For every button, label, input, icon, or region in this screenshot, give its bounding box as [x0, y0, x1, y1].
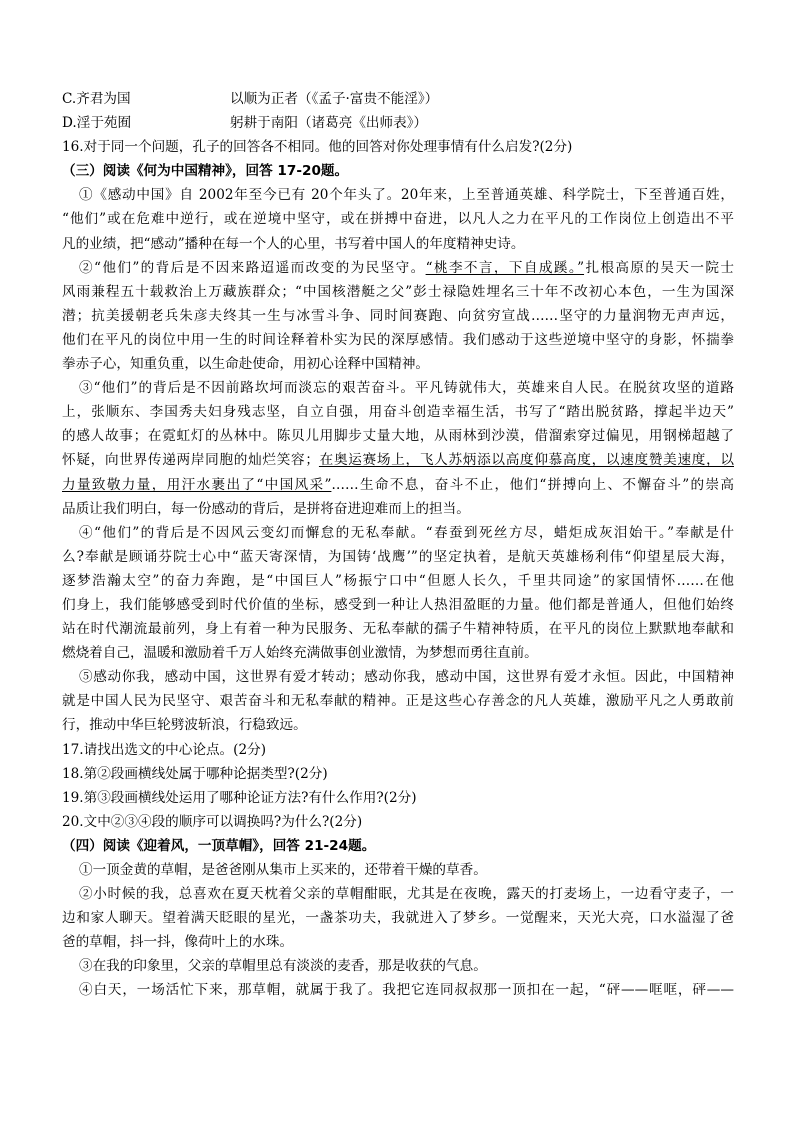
text-line: ④“他们”的背后是不因风云变幻而懈怠的无私奉献。“春蚕到死丝方尽，蜡炬成灰泪始干。”奉献是什: [79, 524, 734, 541]
text-line: ②小时候的我，总喜欢在夏天枕着父亲的草帽酣眠，尤其是在夜晚，露天的打麦场上，一边看守麦子，一: [79, 886, 734, 903]
question-16: 16.对于同一个问题，孔子的回答各不相同。他的回答对你处理事情有什么启发?(2分): [62, 139, 573, 156]
text-line: 站在时代潮流最前列，身上有着一种为民服务、无私奉献的孺子牛精神特质，在平凡的岗位上默默地奉献和: [62, 621, 734, 638]
text-span: 扎根高原的吴天一院士: [584, 259, 734, 276]
text-line: ③“他们”的背后是不因前路坎坷而淡忘的艰苦奋斗。平凡铸就伟大，英雄来自人民。在脱贫攻坚的道路: [79, 380, 734, 397]
text-line: 逐梦浩瀚太空”的奋力奔跑，是“中国巨人”杨振宁口中“但愿人长久，千里共同途”的家国情怀……在他: [62, 572, 734, 589]
option-text: 以顺为正者（《孟子·富贵不能淫》）: [230, 91, 439, 107]
question-19: 19.第③段画横线处运用了哪种论证方法?有什么作用?(2分): [62, 789, 417, 806]
option-label: D.淫于苑囿: [62, 115, 132, 132]
option-d: [62, 111, 734, 135]
text-line: [62, 448, 734, 472]
text-line: 么?奉献是顾诵芬院士心中“蓝天寄深情，为国铸‘战鹰’”的坚定执着，是航天英雄杨利伟“仰望星辰大海，: [62, 548, 734, 565]
paragraph-4: [62, 521, 734, 666]
text-line: “他们”或在危难中逆行，或在逆境中坚守，或在拼搏中奋进，以凡人之力在平凡的工作岗位上创造出不平: [62, 211, 734, 228]
paragraph-s4-4: ④白天，一场活忙下来，那草帽，就属于我了。我把它连同叔叔那一顶扣在一起，“砰——哐哐，砰——: [79, 982, 734, 999]
text-span: ②“他们”的背后是不因来路迢遥而改变的为民坚守。: [79, 259, 426, 276]
underlined-text: 在奥运赛场上，飞人苏炳添以高度仰慕高度，以速度赞美速度，以: [318, 452, 734, 469]
text-line: 潜；抗美援朝老兵朱彦夫终其一生与冰雪斗争、同时间赛跑、向贫穷宣战……坚守的力量润物无声声远，: [62, 307, 734, 324]
text-line: 风雨兼程五十载救治上万藏族群众；“中国核潜艇之父”彭士禄隐姓埋名三十年不改初心本色，一生为国深: [62, 283, 734, 300]
text-line: 他们在平凡的岗位中用一生的时间诠释着朴实为民的深厚感情。我们感动于这些逆境中坚守的身影，怀揣拳: [62, 331, 734, 348]
text-line: 行，推动中华巨轮劈波斩浪，行稳致远。: [62, 717, 307, 734]
text-line: 的感人故事；在霓虹灯的丛林中。陈贝儿用脚步丈量大地，从雨林到沙漠，借溜索穿过偏见，用钢梯超越了: [62, 428, 734, 445]
text-line: 品质让我们明白，每一份感动的背后，是拼将奋进迎难而上的担当。: [62, 500, 470, 517]
paragraph-2: [62, 256, 734, 376]
text-line: ①《感动中国》自 2002年至今已有 20个年头了。20年来，上至普通英雄、科学院士，下至普通百姓，: [79, 187, 734, 204]
document-page: [62, 87, 734, 1003]
text-line: 们身上，我们能够感受到时代价值的坐标，感受到一种让人热泪盈眶的力量。他们都是普通人，但他们始终: [62, 596, 734, 613]
text-line: 边和家人聊天。望着满天眨眼的星光，一盏茶功夫，我就进入了梦乡。一觉醒来，天光大亮，口水溢湿了爸: [62, 910, 734, 927]
paragraph-s4-3: ③在我的印象里，父亲的草帽里总有淡淡的麦香，那是收获的气息。: [79, 958, 487, 975]
paragraph-s4-1: ①一顶金黄的草帽，是爸爸刚从集市上买来的，还带着干燥的草香。: [79, 862, 487, 878]
text-line: ⑤感动你我，感动中国，这世界有爱才转动；感动你我，感动中国，这世界有爱才永恒。因此，中国精神: [79, 669, 734, 686]
option-label: C.齐君为国: [62, 91, 131, 107]
paragraph-1: [62, 183, 734, 255]
question-20: 20.文中②③④段的顺序可以调换吗?为什么?(2分): [62, 813, 363, 830]
paragraph-s4-2: [62, 882, 734, 954]
text-line: 拳赤子心，知重负重，以生命赴使命，用初心诠释中国精神。: [62, 356, 430, 373]
option-text: 躬耕于南阳（诸葛亮《出师表》）: [230, 115, 428, 132]
question-18: 18.第②段画横线处属于哪种论据类型?(2分): [62, 765, 328, 782]
section-3-heading: （三）阅读《何为中国精神》，回答 17-20题。: [62, 163, 349, 180]
underlined-text: “桃李不言，下自成蹊。”: [425, 259, 585, 276]
text-line: [62, 473, 734, 497]
text-line: 燃烧着自己，温暖和激励着千万人始终充满做事创业激情，为梦想而勇往直前。: [62, 645, 538, 662]
text-line: [62, 256, 734, 280]
text-span: 怀疑，向世界传递两岸同胞的灿烂笑容；: [62, 452, 319, 469]
text-line: 上，张顺东、李国秀夫妇身残志坚，自立自强，用奋斗创造幸福生活，书写了“踏出脱贫路，撑起半边天”: [62, 404, 734, 421]
question-17: 17.请找出选文的中心论点。(2分): [62, 741, 266, 758]
text-line: 凡的业绩，把“感动”播种在每一个人的心里，书写着中国人的年度精神史诗。: [62, 235, 525, 252]
option-c: [62, 87, 734, 111]
underlined-text: 力量致敬力量，用汗水裹出了“中国风采”: [62, 476, 332, 493]
text-span: ……生命不息，奋斗不止，他们“拼搏向上、不懈奋斗”的崇高: [331, 476, 734, 493]
paragraph-3: [62, 376, 734, 521]
text-line: 就是中国人民为民坚守、艰苦奋斗和无私奉献的精神。正是这些心存善念的凡人英雄，激励平凡之人勇敢前: [62, 693, 734, 710]
text-line: 爸的草帽，抖一抖，像荷叶上的水珠。: [62, 934, 294, 951]
paragraph-5: [62, 665, 734, 737]
section-4-heading: （四）阅读《迎着风，一顶草帽》，回答 21-24题。: [62, 837, 376, 854]
